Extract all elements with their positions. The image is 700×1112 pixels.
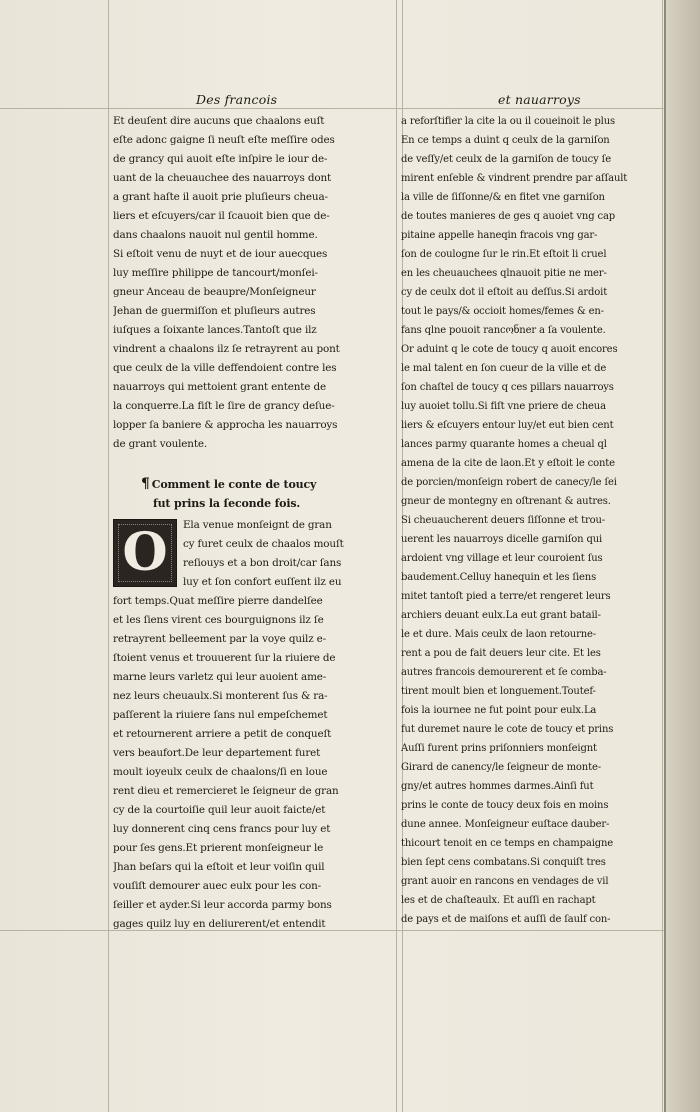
text-line: Jehan de guermiſſon et pluſieurs autres bbox=[113, 305, 316, 317]
text-line: vouſiſt demourer auec eulx pour les con- bbox=[113, 880, 322, 892]
text-line: En ce temps a duint q ceulx de la garniſon bbox=[401, 135, 610, 146]
text-line: paſſerent la riuiere ſans nul empeſchemet bbox=[113, 709, 328, 721]
text-line: et retournerent arriere a petit de conqueſt bbox=[113, 728, 332, 740]
text-line: luy et ſon confort euſſent ilz eu bbox=[183, 576, 342, 588]
text-line: iuſques a ſoixante lances.Tantoſt que ilz bbox=[113, 324, 317, 336]
text-line: Si cheuaucherent deuers ſiſſonne et trou- bbox=[401, 515, 605, 526]
text-line: Girard de canency/le ſeigneur de monte- bbox=[401, 762, 601, 773]
rule-horizontal-top bbox=[0, 108, 666, 109]
text-line: baudement.Celluy hanequin et les ſiens bbox=[401, 572, 597, 583]
running-head-right: et nauarroys bbox=[498, 92, 581, 107]
text-line: mirent enſeble & vindrent prendre par aſſault bbox=[401, 173, 628, 184]
text-line: fort temps.Quat meſſire pierre dandelſee bbox=[113, 595, 323, 607]
text-line: le et dure. Mais ceulx de laon retourne- bbox=[401, 629, 596, 640]
text-line: moult ioyeulx ceulx de chaalons/ſi en loue bbox=[113, 766, 328, 778]
text-line: nez leurs cheuaulx.Si monterent ſus & ra- bbox=[113, 690, 328, 702]
text-line: bien ſept cens combatans.Si conquiſt tres bbox=[401, 857, 606, 868]
text-line: Auſſi furent prins priſonniers monſeignt bbox=[401, 743, 597, 754]
text-line: la conquerre.La fiſt le ſire de grancy deſue- bbox=[113, 400, 335, 412]
book-spine bbox=[666, 0, 700, 1112]
rule-vertical-left bbox=[108, 0, 109, 1112]
text-line: de veſſy/et ceulx de la garniſon de toucy ſe bbox=[401, 154, 611, 165]
decorated-initial-letter: O bbox=[113, 519, 177, 587]
right-column bbox=[401, 112, 663, 929]
text-line: lopper ſa baniere & approcha les nauarroys bbox=[113, 419, 338, 431]
text-line: de grancy qui auoit eſte inſpire le iour de- bbox=[113, 153, 328, 165]
text-line: vindrent a chaalons ilz ſe retrayrent au pont bbox=[113, 343, 340, 355]
text-line: de grant voulente. bbox=[113, 438, 207, 450]
text-line: ardoient vng village et leur couroient ſus bbox=[401, 553, 603, 564]
text-line: pour ſes gens.Et prierent monſeigneur le bbox=[113, 842, 324, 854]
text-line: uerent les nauarroys dicelle garniſon qui bbox=[401, 534, 603, 545]
text-line: liers & eſcuyers entour luy/et eut bien cent bbox=[401, 420, 614, 431]
text-line: que ceulx de la ville deffendoient contre les bbox=[113, 362, 337, 374]
text-line: luy meſſire philippe de tancourt/monſei- bbox=[113, 267, 318, 279]
text-line: Si eſtoit venu de nuyt et de iour auecques bbox=[113, 248, 328, 260]
text-line: fans qlne pouoit rancონner a ſa voulente. bbox=[401, 325, 606, 336]
text-line: la ville de ſiſſonne/& en fitet vne garniſon bbox=[401, 192, 605, 203]
text-line: liers et eſcuyers/car il ſcauoit bien que de- bbox=[113, 210, 330, 222]
text-line: tirent moult bien et longuement.Toutef- bbox=[401, 686, 596, 697]
text-line: cy de la courtoiſie quil leur auoit faicte/et bbox=[113, 804, 326, 816]
text-line: pitaine appelle haneqin fracois vng gar- bbox=[401, 230, 598, 241]
paragraph-2 bbox=[113, 516, 391, 934]
text-line: fut duremet naure le cote de toucy et prins bbox=[401, 724, 614, 735]
text-line: ſon chaſtel de toucy q ces pillars nauarroys bbox=[401, 382, 614, 393]
text-line: et les ſiens virent ces bourguignons ilz ſe bbox=[113, 614, 324, 626]
text-line: retrayrent belleement par la voye quilz e- bbox=[113, 633, 327, 645]
text-line: eſte adonc gaigne ſi neuſt eſte meſſire odes bbox=[113, 134, 335, 146]
pilcrow-icon: ¶ bbox=[141, 476, 150, 492]
text-line: mitet tantoſt pied a terre/et rengeret leurs bbox=[401, 591, 611, 602]
text-line: le mal talent en ſon cueur de la ville et de bbox=[401, 363, 607, 374]
text-line: prins le conte de toucy deux fois en moins bbox=[401, 800, 609, 811]
paragraph-1 bbox=[113, 112, 391, 454]
text-line: cy furet ceulx de chaalos mouſt bbox=[183, 538, 344, 550]
text-line: archiers deuant eulx.La eut grant batail- bbox=[401, 610, 601, 621]
text-line: de pays et de maiſons et auſſi de ſaulf con- bbox=[401, 914, 611, 925]
text-line: cy de ceulx dot il eſtoit au deſſus.Si ardoit bbox=[401, 287, 608, 298]
text-line: uant de la cheuauchee des nauarroys dont bbox=[113, 172, 332, 184]
text-line: dune annee. Monſeigneur euſtace dauber- bbox=[401, 819, 610, 830]
text-line: les et de chaſteaulx. Et auſſi en rachapt bbox=[401, 895, 596, 906]
text-line: gages quilz luy en deliurerent/et entendit bbox=[113, 918, 326, 930]
text-line: ſeiller et ayder.Si leur accorda parmy bons bbox=[113, 899, 332, 911]
text-line: rent a pou de fait deuers leur cite. Et les bbox=[401, 648, 601, 659]
text-line: autres francois demourerent et ſe comba- bbox=[401, 667, 607, 678]
text-line: de toutes manieres de ges q auoiet vng cap bbox=[401, 211, 616, 222]
text-line: dans chaalons nauoit nul gentil homme. bbox=[113, 229, 318, 241]
text-line: marne leurs varletz qui leur auoient ame- bbox=[113, 671, 327, 683]
chapter-heading-line-2: fut prins la ſeconde fois. bbox=[153, 497, 301, 510]
text-line: a grant haſte il auoit prie pluſieurs cheua- bbox=[113, 191, 328, 203]
text-line: Ela venue monſeignt de gran bbox=[183, 519, 332, 531]
running-head-left: Des francois bbox=[196, 92, 278, 107]
text-line: nauarroys qui mettoient grant entente de bbox=[113, 381, 326, 393]
text-line: tout le pays/& occioit homes/femes & en- bbox=[401, 306, 604, 317]
text-line: Jhan beſars qui la eſtoit et leur voiſin quil bbox=[113, 861, 325, 873]
text-line: Et deuſent dire aucuns que chaalons euſt bbox=[113, 115, 325, 127]
text-line: luy auoiet tollu.Si fiſt vne priere de cheua bbox=[401, 401, 606, 412]
text-line: gneur Anceau de beaupre/Monſeigneur bbox=[113, 286, 316, 298]
text-line: Or aduint q le cote de toucy q auoit encores bbox=[401, 344, 618, 355]
text-line: lances parmy quarante homes a cheual ql bbox=[401, 439, 607, 450]
text-line: luy donnerent cinq cens francs pour luy et bbox=[113, 823, 331, 835]
left-column bbox=[113, 112, 391, 934]
rule-vertical-center-a bbox=[396, 0, 397, 1112]
text-line: ſon de coulogne ſur le rin.Et eſtoit li cruel bbox=[401, 249, 607, 260]
chapter-heading bbox=[113, 474, 391, 514]
text-line: grant auoir en rancons en vendages de vil bbox=[401, 876, 609, 887]
text-line: thicourt tenoit en ce temps en champaigne bbox=[401, 838, 614, 849]
text-line: ſtoient venus et trouuerent ſur la riuiere de bbox=[113, 652, 336, 664]
text-line: de porcien/monſeign robert de canecy/le ſei bbox=[401, 477, 617, 488]
text-line: fois la iournee ne fut point pour eulx.La bbox=[401, 705, 597, 716]
text-line: en les cheuauchees qlnauoit pitie ne mer- bbox=[401, 268, 607, 279]
text-line: rent dieu et remercieret le ſeigneur de gran bbox=[113, 785, 339, 797]
chapter-heading-line-1: Comment le conte de toucy bbox=[151, 478, 317, 491]
text-line: reſiouys et a bon droit/car ſans bbox=[183, 557, 342, 569]
text-line: amena de la cite de laon.Et y eſtoit le conte bbox=[401, 458, 615, 469]
text-line: gny/et autres hommes darmes.Ainſi fut bbox=[401, 781, 594, 792]
text-line: gneur de montegny en oſtrenant & autres. bbox=[401, 496, 611, 507]
text-line: a reforſtifier la cite la ou il coueinoit le plus bbox=[401, 116, 615, 127]
text-line: vers beaufort.De leur departement furet bbox=[113, 747, 321, 759]
